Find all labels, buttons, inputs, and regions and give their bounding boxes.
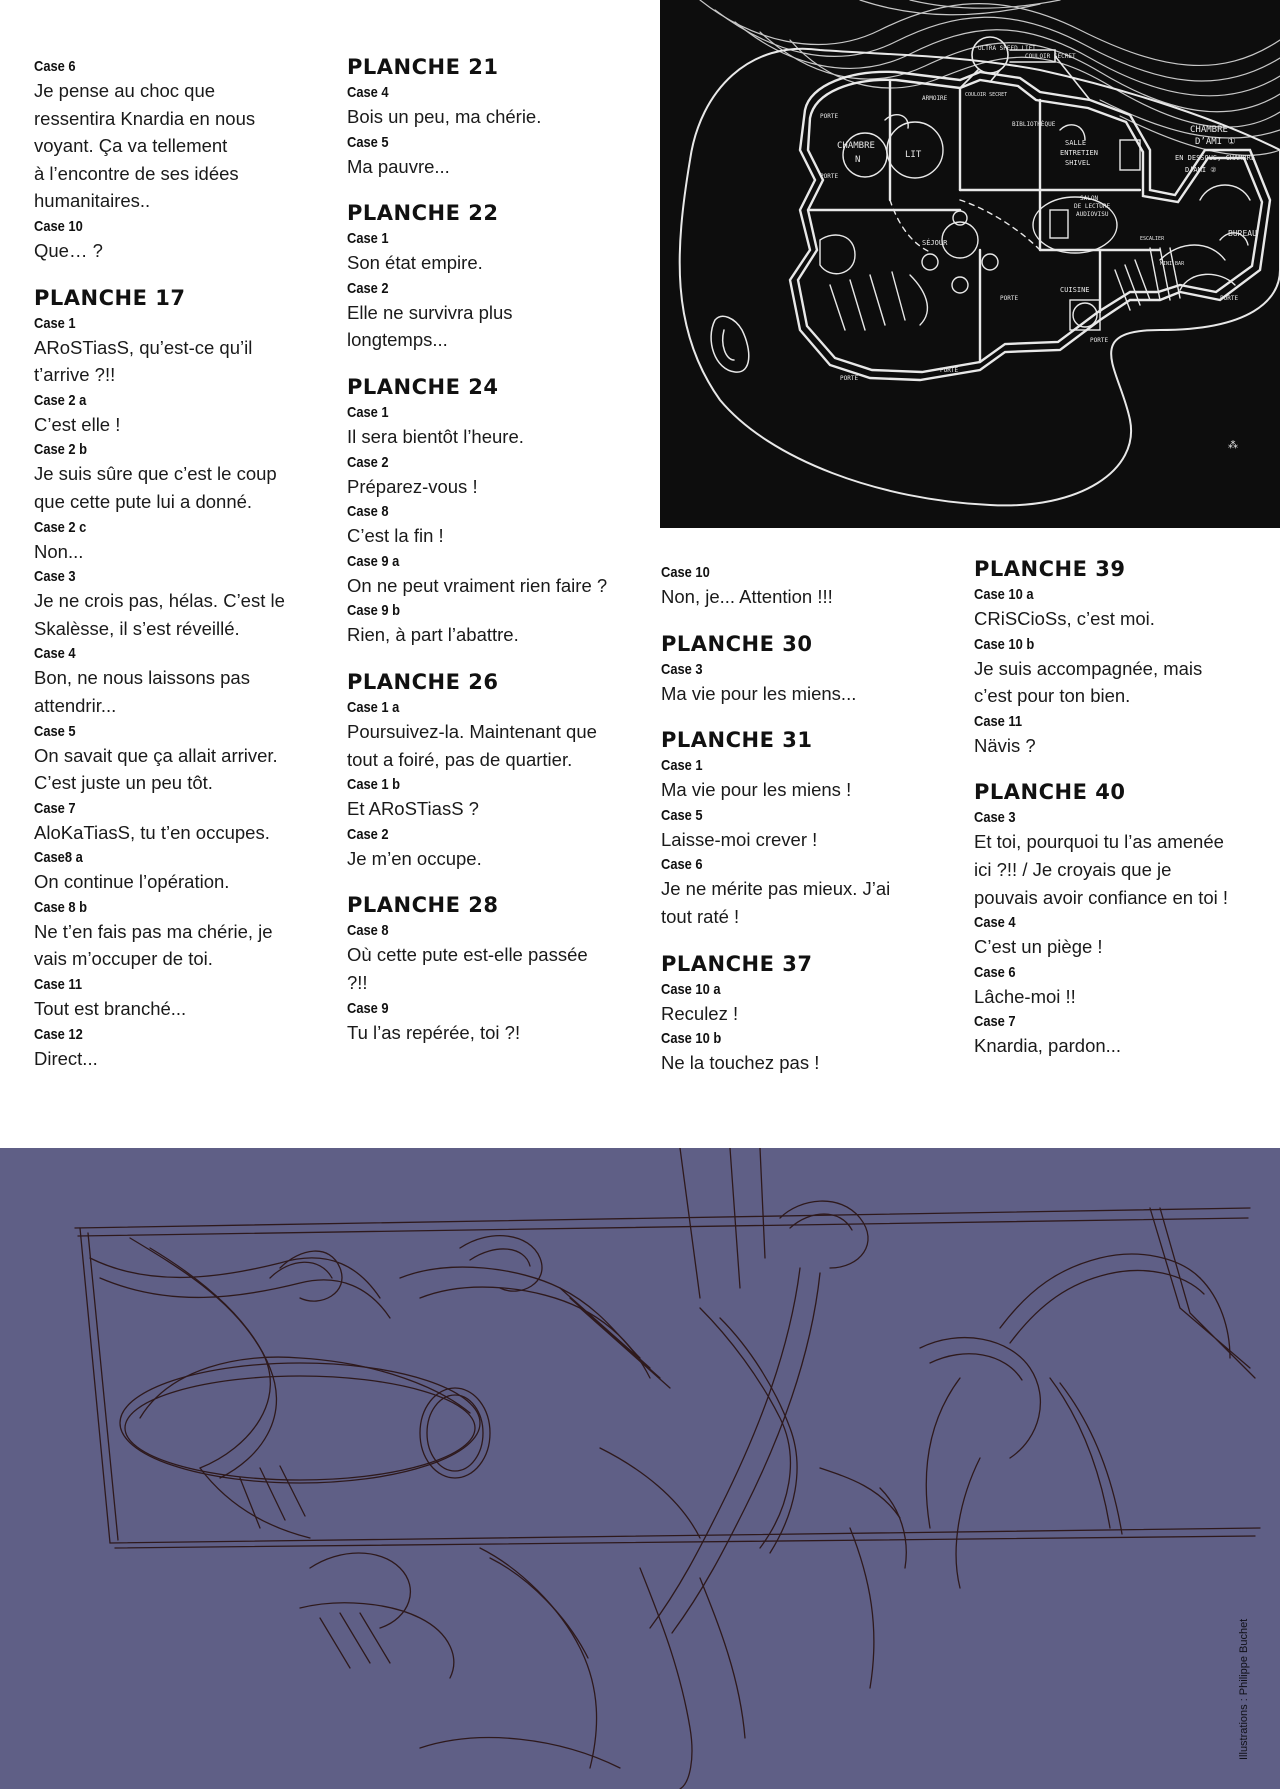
continued-section [34, 56, 324, 265]
floor-plan-illustration [660, 0, 1280, 528]
case-label: Case 8 b [34, 898, 88, 916]
dialogue-line: Ma pauvre... [347, 155, 450, 177]
map-label-entretien: ENTRETIEN [1060, 149, 1098, 157]
case-label: Case 6 [661, 856, 703, 874]
dialogue-line: Il sera bientôt l’heure. [347, 425, 524, 447]
dialogue-line: Nävis ? [974, 734, 1036, 756]
dialogue-line: Non, je... Attention !!! [661, 586, 833, 607]
dialogue-line: Direct... [34, 1047, 98, 1069]
planche-section [661, 951, 961, 1077]
map-label-sejour: SÉJOUR [922, 239, 948, 247]
case-label: Case 5 [34, 722, 76, 740]
case-label: Case 11 [974, 712, 1023, 730]
dialogue-line: Je pense au choc que [34, 80, 216, 101]
planche-heading: PLANCHE 26 [347, 669, 499, 694]
map-label-shivel: SHIVEL [1065, 159, 1091, 167]
dialogue-line: Où cette pute est-elle passée [347, 944, 588, 966]
case-label: Case 4 [347, 84, 389, 101]
dialogue-line: C’est la fin ! [347, 525, 444, 547]
map-label-porte-3: PORTE [1220, 295, 1239, 302]
dialogue-line: que cette pute lui a donné. [34, 490, 253, 512]
case-label: Case 2 [347, 453, 389, 471]
case-label: Case 6 [34, 58, 76, 75]
case-label: Case 10 [661, 564, 710, 581]
dialogue-line: attendrir... [34, 694, 117, 716]
dialogue-line: C’est juste un peu tôt. [34, 772, 213, 794]
map-label-chambre-ami-3: EN DESSOUS, CHAMBRE [1175, 154, 1256, 162]
floor-plan-drawing [660, 0, 1280, 528]
case-label: Case 9 b [347, 602, 401, 620]
dialogue-line: à l’encontre de ses idées [34, 162, 239, 184]
dialogue-line: Bois un peu, ma chérie. [347, 106, 542, 127]
map-label-bibliotheque: BIBLIOTHÈQUE [1012, 121, 1056, 128]
map-label-chambre-ami-1: CHAMBRE [1190, 125, 1228, 135]
map-label-porte-4: PORTE [840, 375, 859, 382]
dialogue-line: Poursuivez-la. Maintenant que [347, 720, 597, 742]
map-label-lift-1: ULTRA SPEED LIFT [978, 45, 1036, 52]
map-label-cuisine: CUISINE [1060, 286, 1090, 294]
furniture [820, 115, 1250, 330]
map-label-chambre-ami-2: D’AMI ① [1195, 137, 1236, 147]
dialogue-line: Que… ? [34, 239, 103, 261]
dialogue-line: Tout est branché... [34, 998, 187, 1020]
map-label-porte-7: PORTE [1000, 295, 1019, 302]
dialogue-line: Reculez ! [661, 1002, 739, 1024]
dialogue-line: c’est pour ton bien. [974, 685, 1131, 707]
map-label-salle: SALLE [1065, 139, 1087, 147]
dialogue-line: AloKaTiasS, tu t’en occupes. [34, 821, 270, 843]
dialogue-line: ARoSTiasS, qu’est-ce qu’il [34, 336, 253, 358]
text-column-1 [34, 56, 324, 1092]
case-label: Case 5 [661, 806, 703, 824]
dialogue-line: tout a foiré, pas de quartier. [347, 748, 573, 770]
case-label: Case 1 [347, 403, 389, 421]
dialogue-line: Ne la touchez pas ! [661, 1052, 820, 1074]
continued-section [661, 562, 961, 611]
dialogue-line: Je m’en occupe. [347, 847, 482, 869]
dialogue-line: On ne peut vraiment rien faire ? [347, 574, 608, 596]
text-column-2 [347, 54, 647, 1066]
planche-heading: PLANCHE 17 [34, 285, 186, 310]
planche-section [661, 631, 961, 708]
dialogue-line: humanitaires.. [34, 190, 151, 212]
dialogue-line: Et ARoSTiasS ? [347, 798, 479, 820]
case-label: Case8 a [34, 849, 83, 867]
dialogue-line: Bon, ne nous laissons pas [34, 667, 250, 689]
case-label: Case 10 b [974, 635, 1035, 653]
text-column-3 [661, 562, 961, 1097]
dialogue-line: ?!! [347, 971, 368, 993]
dialogue-line: On continue l’opération. [34, 871, 230, 893]
dialogue-line: Je suis sûre que c’est le coup [34, 463, 277, 485]
illustration-credit: Illustrations : Philippe Buchet [1238, 1618, 1250, 1760]
text-column-4 [974, 556, 1264, 1080]
dialogue-line: CRiSCioSs, c’est moi. [974, 608, 1155, 629]
dialogue-line: Et toi, pourquoi tu l’as amenée [974, 831, 1224, 853]
map-label-chambre-letter: N [855, 155, 861, 165]
map-label-salon-3: AUDIOVISU [1076, 211, 1109, 218]
dialogue-line: Skalèsse, il s’est réveillé. [34, 617, 240, 639]
case-label: Case 1 a [347, 698, 400, 716]
planche-heading: PLANCHE 22 [347, 201, 499, 226]
case-label: Case 10 a [974, 586, 1034, 603]
planche-heading: PLANCHE 21 [347, 55, 499, 79]
map-label-couloir: COULOIR SECRET [1025, 53, 1076, 60]
dialogue-line: Tu l’as repérée, toi ?! [347, 1021, 521, 1043]
case-label: Case 2 a [34, 391, 87, 409]
planche-heading: PLANCHE 39 [974, 557, 1126, 581]
case-label: Case 11 [34, 976, 83, 994]
planche-section [974, 556, 1264, 759]
planche-section [347, 200, 647, 354]
map-label-chambre-ami-4: D’AMI ② [1185, 166, 1217, 174]
map-label-salon-1: SALON [1080, 195, 1099, 202]
dialogue-line: t’arrive ?!! [34, 364, 116, 386]
planche-heading: PLANCHE 37 [661, 951, 813, 976]
planche-section [34, 285, 324, 1073]
planche-heading: PLANCHE 24 [347, 374, 499, 399]
case-label: Case 2 c [34, 518, 87, 536]
map-label-mini-bar: MINI BAR [1160, 261, 1185, 267]
dialogue-line: Je ne crois pas, hélas. C’est le [34, 590, 285, 612]
dialogue-line: Son état empire. [347, 252, 483, 274]
case-label: Case 7 [974, 1013, 1016, 1031]
case-label: Case 2 [347, 279, 389, 297]
dialogue-line: Knardia, pardon... [974, 1035, 1122, 1057]
dialogue-line: tout raté ! [661, 905, 740, 927]
map-label-porte-5: PORTE [940, 367, 959, 374]
case-label: Case 7 [34, 799, 76, 817]
map-label-armoire: ARMOIRE [922, 95, 948, 102]
dialogue-line: Laisse-moi crever ! [661, 828, 818, 850]
dialogue-line: vais m’occuper de toi. [34, 948, 213, 970]
case-label: Case 3 [974, 809, 1016, 827]
planche-heading: PLANCHE 28 [347, 893, 499, 918]
dialogue-line: ici ?!! / Je croyais que je [974, 858, 1172, 880]
map-label-porte-1: PORTE [820, 113, 839, 120]
dialogue-line: C’est elle ! [34, 413, 121, 435]
map-label-porte-2: PORTE [820, 173, 839, 180]
case-label: Case 1 [661, 757, 703, 775]
dialogue-line: Je ne mérite pas mieux. J’ai [661, 878, 891, 900]
dialogue-line: Ma vie pour les miens... [661, 682, 857, 704]
building-walls [790, 72, 1270, 380]
dialogue-line: C’est un piège ! [974, 936, 1103, 958]
planche-section [661, 727, 961, 930]
map-label-chambre: CHAMBRE [837, 141, 875, 151]
dialogue-line: Rien, à part l’abattre. [347, 624, 519, 646]
dialogue-line: pouvais avoir confiance en toi ! [974, 886, 1229, 908]
case-label: Case 9 [347, 999, 389, 1017]
dialogue-line: voyant. Ça va tellement [34, 135, 228, 157]
dialogue-line: longtemps... [347, 329, 448, 351]
case-label: Case 12 [34, 1025, 83, 1043]
dialogue-line: ressentira Knardia en nous [34, 107, 256, 129]
dialogue-line: Lâche-moi !! [974, 985, 1076, 1007]
case-label: Case 10 a [661, 980, 721, 998]
case-label: Case 8 [347, 503, 389, 521]
case-label: Case 10 [34, 217, 83, 235]
case-label: Case 1 b [347, 776, 401, 794]
planche-heading: PLANCHE 30 [661, 631, 813, 656]
dialogue-line: Ne t’en fais pas ma chérie, je [34, 920, 273, 942]
case-label: Case 1 [34, 314, 76, 332]
dialogue-line: Elle ne survivra plus [347, 301, 513, 323]
planche-section [347, 669, 647, 872]
case-label: Case 8 [347, 922, 389, 940]
map-label-bureau: BUREAU [1228, 229, 1257, 238]
dialogue-line: Je suis accompagnée, mais [974, 657, 1203, 679]
case-label: Case 4 [34, 645, 76, 663]
map-label-lit: LIT [905, 150, 922, 160]
planche-section [347, 54, 647, 180]
planche-heading: PLANCHE 31 [661, 728, 813, 753]
planche-heading: PLANCHE 40 [974, 780, 1126, 805]
case-label: Case 6 [974, 963, 1016, 981]
sketch-illustration [0, 1148, 1280, 1789]
case-label: Case 10 b [661, 1030, 722, 1048]
case-label: Case 2 [347, 825, 389, 843]
planche-section [974, 779, 1264, 1060]
dialogue-line: Ma vie pour les miens ! [661, 779, 852, 801]
dialogue-line: On savait que ça allait arriver. [34, 744, 278, 766]
case-label: Case 3 [34, 568, 76, 586]
map-label-escalier: ESCALIER [1140, 236, 1165, 242]
case-label: Case 9 a [347, 552, 400, 570]
case-label: Case 5 [347, 133, 389, 151]
map-label-porte-6: PORTE [1090, 337, 1109, 344]
map-mark: ⁂ [1228, 440, 1238, 451]
sketch-drawing [0, 1148, 1280, 1789]
case-label: Case 4 [974, 914, 1016, 932]
dialogue-line: Préparez-vous ! [347, 475, 478, 497]
map-label-salon-2: DE LECTURE [1074, 203, 1111, 210]
planche-section [347, 892, 647, 1046]
case-label: Case 3 [661, 660, 703, 678]
case-label: Case 2 b [34, 441, 88, 459]
planche-section [347, 374, 647, 649]
case-label: Case 1 [347, 230, 389, 248]
dialogue-line: Non... [34, 540, 84, 562]
map-label-couloir-secret: COULOIR SECRET [965, 92, 1008, 98]
